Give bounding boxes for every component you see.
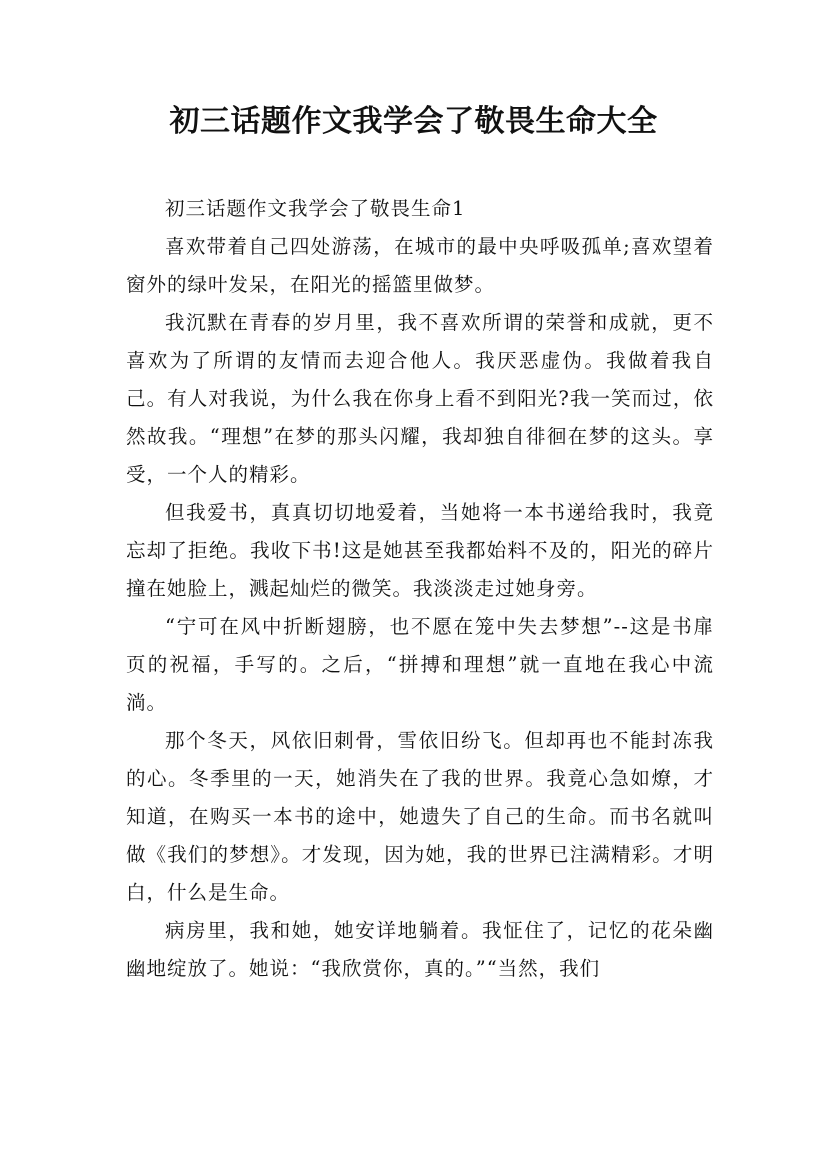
section-heading: 初三话题作文我学会了敬畏生命1 xyxy=(165,197,466,220)
document-body xyxy=(126,190,714,988)
paragraph: 喜欢带着自己四处游荡，在城市的最中央呼吸孤单;喜欢望着窗外的绿叶发呆，在阳光的摇篮里做梦。 xyxy=(126,235,714,296)
paragraph: 我沉默在青春的岁月里，我不喜欢所谓的荣誉和成就，更不喜欢为了所谓的友情而去迎合他人。我厌恶虚伪。我做着我自己。有人对我说，为什么我在你身上看不到阳光?我一笑而过，依然故我。“理想”在梦的那头闪耀，我却独自徘徊在梦的这头。享受，一个人的精彩。 xyxy=(126,311,714,486)
document-title: 初三话题作文我学会了敬畏生命大全 xyxy=(169,104,658,139)
paragraph: 病房里，我和她，她安详地躺着。我怔住了，记忆的花朵幽幽地绽放了。她说：“我欣赏你，真的。”“当然，我们 xyxy=(126,919,714,980)
paragraph: 那个冬天，风依旧刺骨，雪依旧纷飞。但却再也不能封冻我的心。冬季里的一天，她消失在了我的世界。我竟心急如燎，才知道，在购买一本书的途中，她遗失了自己的生命。而书名就叫做《我们的梦想》。才发现，因为她，我的世界已注满精彩。才明白，什么是生命。 xyxy=(126,729,714,904)
paragraph: 但我爱书，真真切切地爱着，当她将一本书递给我时，我竟忘却了拒绝。我收下书!这是她甚至我都始料不及的，阳光的碎片撞在她脸上，溅起灿烂的微笑。我淡淡走过她身旁。 xyxy=(126,501,714,600)
paragraph: “宁可在风中折断翅膀，也不愿在笼中失去梦想”--这是书扉页的祝福，手写的。之后，“拼搏和理想”就一直地在我心中流淌。 xyxy=(126,615,714,714)
